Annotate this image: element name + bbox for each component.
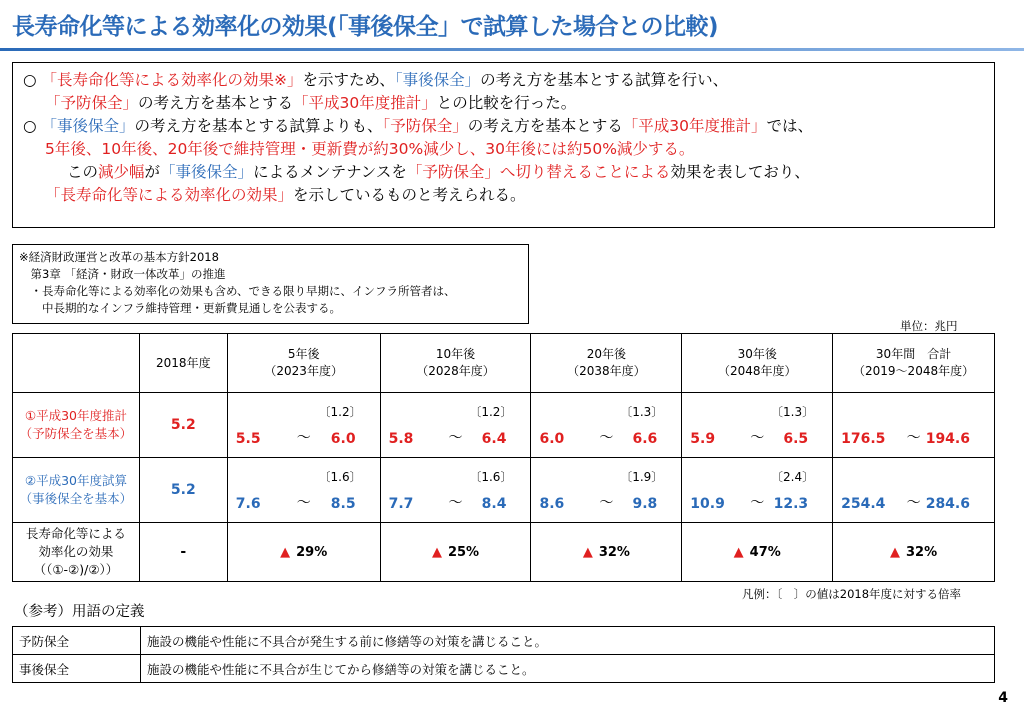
terms-table [12,626,995,683]
triangle-icon: ▲ [582,544,593,560]
table-row-h30-estimate [13,393,995,458]
base-value: 5.2 [139,458,227,523]
row-label: ②平成30年度試算 （事後保全を基本） [13,458,140,523]
range-cell: 〔1.2〕 5.8 ～ 6.4 [380,393,531,458]
summary-line-6: 「長寿命化等による効率化の効果」を示しているものと考えられる。 [45,186,526,204]
table-row [13,627,995,655]
page-title: 長寿命化等による効率化の効果(「事後保全」で試算した場合との比較) [12,14,719,40]
table-header-row [13,334,995,393]
triangle-icon: ▲ [890,544,900,560]
note-line: ・長寿命化等による効率化の効果も含め、できる限り早期に、インフラ所管者は、 [19,284,456,298]
range-cell: 〔1.2〕 5.5 ～ 6.0 [227,393,380,458]
note-line: 第3章 「経済・財政一体改革」の推進 [19,267,226,281]
term-key: 予防保全 [13,627,141,655]
unit-label: 単位：兆円 [900,319,958,333]
effect-cell: ▲ 32% [833,523,995,582]
page-number: 4 [998,690,1008,706]
header-total: 30年間 合計 （2019～2048年度） [833,334,995,393]
range-cell: 〔1.3〕 6.0 ～ 6.6 [531,393,682,458]
effect-cell: ▲ 47% [682,523,833,582]
term-value: 施設の機能や性能に不具合が発生する前に修繕等の対策を講じること。 [141,627,995,655]
note-line: ※経済財政運営と改革の基本方針2018 [19,250,219,264]
header-2018: 2018年度 [139,334,227,393]
reference-title: （参考）用語の定義 [14,604,145,620]
legend-note: 凡例：〔 〕の値は2018年度に対する倍率 [742,587,962,601]
range-cell: 〔1.6〕 7.7 ～ 8.4 [380,458,531,523]
range-cell: 〔2.4〕 10.9 ～ 12.3 [682,458,833,523]
range-cell-total: 254.4 ～ 284.6 [833,458,995,523]
summary-line-1: ○ 「長寿命化等による効率化の効果※」を示すため、「事後保全」の考え方を基本とする試算を行い、 [23,71,729,89]
title-underline [0,48,1024,51]
range-cell: 〔1.3〕 5.9 ～ 6.5 [682,393,833,458]
summary-line-4: 5年後、10年後、20年後で維持管理・更新費が約30%減少し、30年後には約50%減少する。 [45,140,695,158]
row-label: 長寿命化等による 効率化の効果 （（①-②)/②）） [13,523,140,582]
effect-cell: ▲ 25% [380,523,531,582]
effect-cell: ▲ 32% [531,523,682,582]
summary-line-5: この減少幅が「事後保全」によるメンテナンスを「予防保全」へ切り替えることによる効果を表しており、 [67,163,810,181]
summary-line-3: ○ 「事後保全」の考え方を基本とする試算よりも、「予防保全」の考え方を基本とする「平成30年度推計」では、 [23,117,814,135]
header-10y: 10年後 （2028年度） [380,334,531,393]
header-20y: 20年後 （2038年度） [531,334,682,393]
triangle-icon: ▲ [431,544,442,560]
policy-note-box [12,244,529,324]
table-row [13,655,995,683]
range-cell: 〔1.6〕 7.6 ～ 8.5 [227,458,380,523]
header-30y: 30年後 （2048年度） [682,334,833,393]
effect-cell: ▲ 29% [227,523,380,582]
term-value: 施設の機能や性能に不具合が生じてから修繕等の対策を講じること。 [141,655,995,683]
header-5y: 5年後 （2023年度） [227,334,380,393]
table-row-effect [13,523,995,582]
header-empty [13,334,140,393]
triangle-icon: ▲ [280,544,291,560]
triangle-icon: ▲ [733,544,744,560]
range-cell: 〔1.9〕 8.6 ～ 9.8 [531,458,682,523]
range-cell-total: 176.5 ～ 194.6 [833,393,995,458]
base-value: 5.2 [139,393,227,458]
base-value: - [139,523,227,582]
summary-box [12,62,995,228]
note-line: 中長期的なインフラ維持管理・更新費見通しを公表する。 [19,301,341,315]
term-key: 事後保全 [13,655,141,683]
cost-comparison-table [12,333,995,582]
summary-line-2: 「予防保全」の考え方を基本とする「平成30年度推計」との比較を行った。 [45,94,577,112]
table-row-h30-trial [13,458,995,523]
row-label: ①平成30年度推計 （予防保全を基本） [13,393,140,458]
